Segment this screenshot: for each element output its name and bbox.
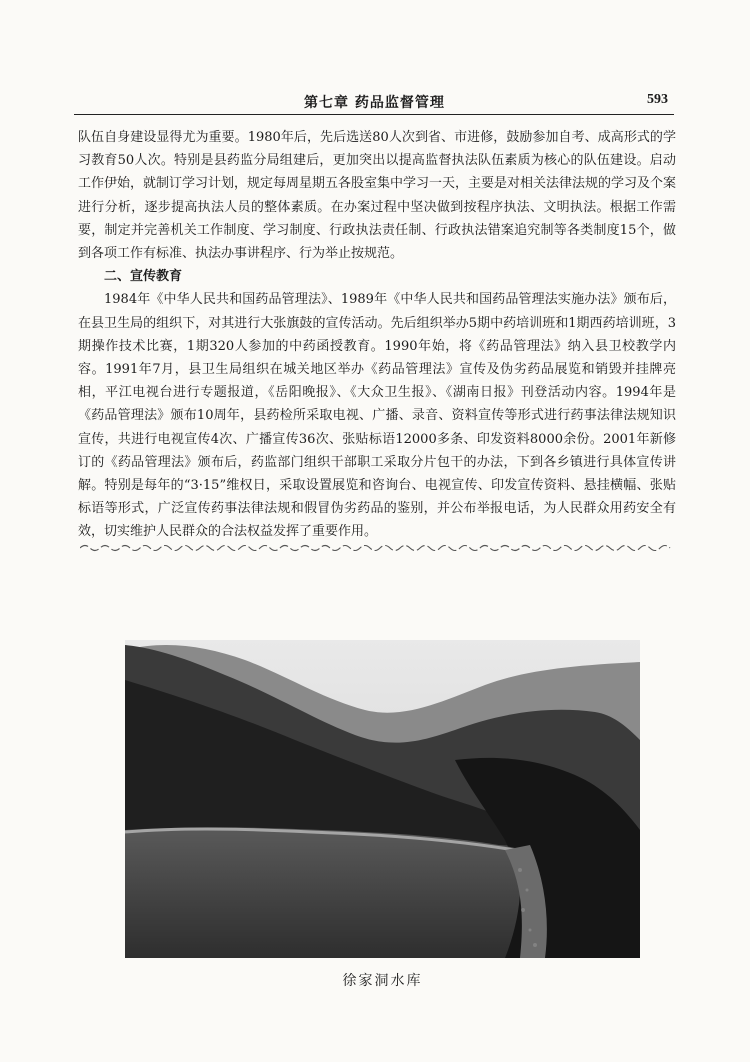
section-heading: 二、宣传教育 xyxy=(104,269,183,285)
paragraph: 1984年《中华人民共和国药品管理法》、1989年《中华人民共和国药品管理法实施办法》颁布后，在县卫生局的组织下，对其进行大张旗鼓的宣传活动。先后组织举办5期中药培训班和1期西药培训班，3期操作技术比赛，1期320人参加的中药函授教育。1990年始，将《药品管理法》纳入县卫校教学内容。1991年7月，县卫生局组织在城关地区举办《药品管理法》宣传及伪劣药品展览和销毁并挂牌亮相，平江电视台进行专题报道，《岳阳晚报》、《大众卫生报》、《湖南日报》刊登活动内容。1994年是《药品管理法》颁布10周年，县药检所采取电视、广播、录音、资料宣传等形式进行药事法律法规知识宣传，共进行电视宣传4次、广播宣传36次、张贴标语12000多条、印发资料8000余份。2001年新修订的《药品管理法》颁布后，药监部门组织干部职工采取分片包干的办法，下到各乡镇进行具体宣传讲解。特别是每年的“3·15”维权日，采取设置展览和咨询台、电视宣传、印发宣传资料、悬挂横幅、张贴标语等形式，广泛宣传药事法律法规和假冒伪劣药品的鉴别，并公布举报电话，为人民群众用药安全有效，切实维护人民群众的合法权益发挥了重要作用。 xyxy=(78,292,676,540)
landscape-image xyxy=(125,640,640,958)
chapter-title: 第七章 药品监督管理 xyxy=(304,95,445,111)
wavy-divider xyxy=(80,540,680,554)
body-text xyxy=(78,126,676,544)
running-header xyxy=(74,92,674,115)
reservoir-photo xyxy=(125,640,640,958)
photo-caption: 徐家洞水库 xyxy=(342,973,423,989)
page-number: 593 xyxy=(647,92,668,107)
paragraph: 队伍自身建设显得尤为重要。1980年后，先后选送80人次到省、市进修，鼓励参加自考、成高形式的学习教育50人次。特别是县药监分局组建后，更加突出以提高监督执法队伍素质为核心的队伍建设。启动工作伊始，就制订学习计划，规定每周星期五各股室集中学习一天，主要是对相关法律法规的学习及个案进行分析，逐步提高执法人员的整体素质。在办案过程中坚决做到按程序执法、文明执法。根据工作需要，制定并完善机关工作制度、学习制度、行政执法责任制、行政执法错案追究制等各类制度15个，做到各项工作有标准、执法办事讲程序、行为举止按规范。 xyxy=(78,130,677,262)
